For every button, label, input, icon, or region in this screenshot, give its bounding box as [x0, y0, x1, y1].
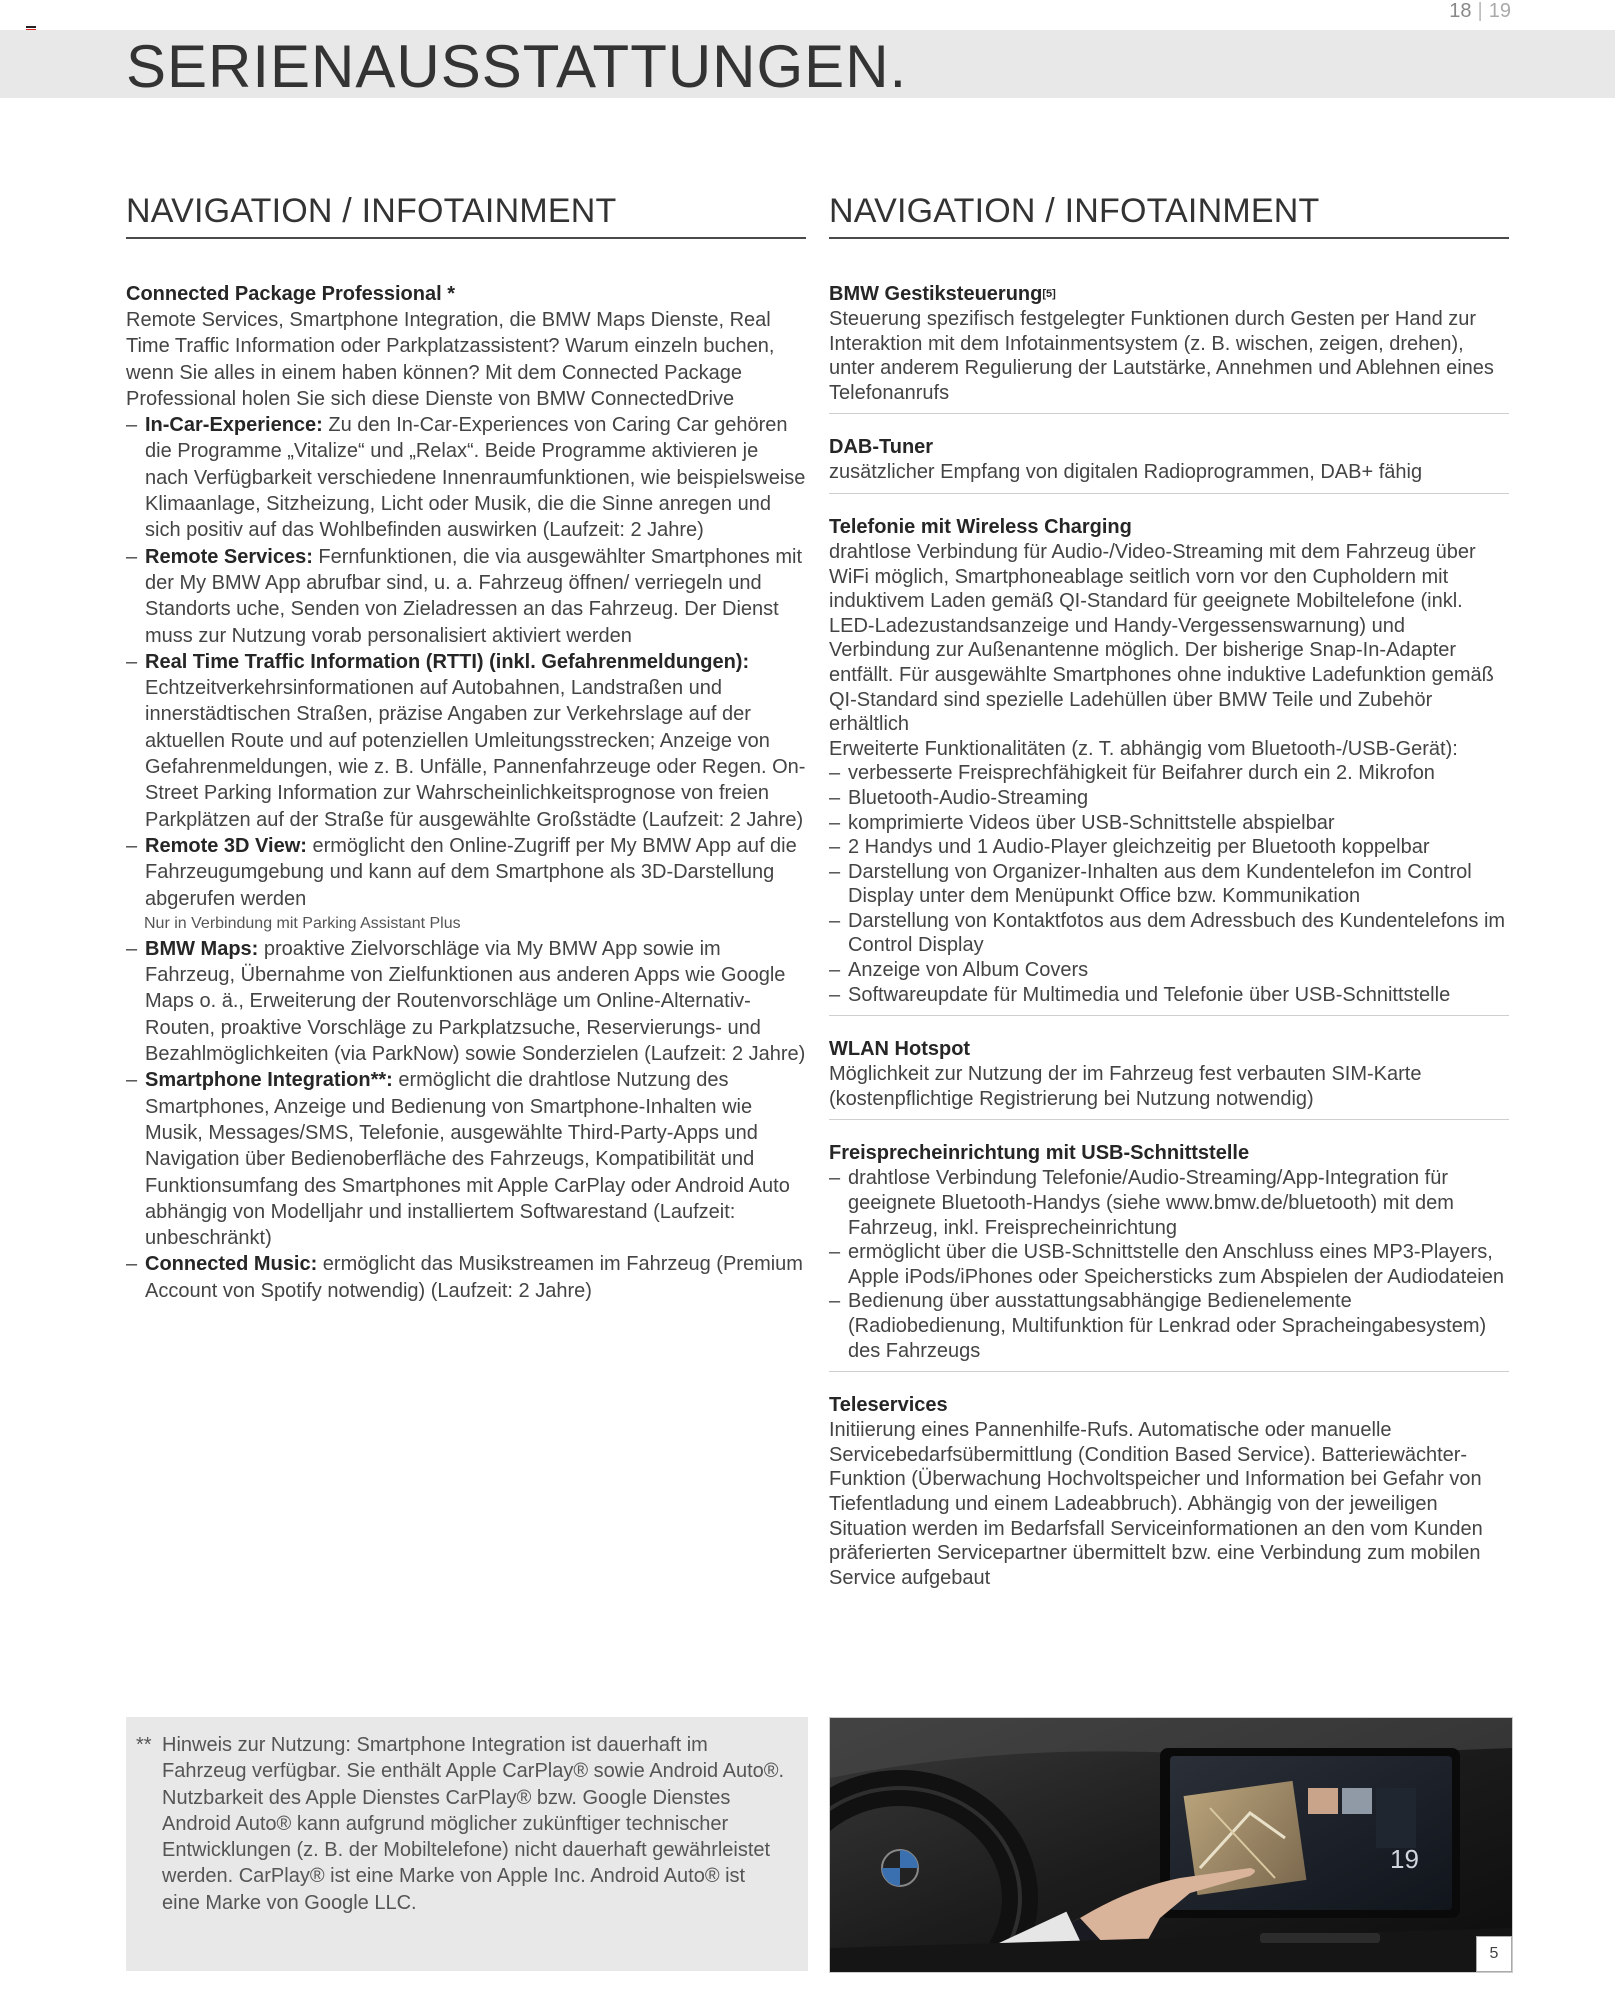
item-text: Fernfunktionen, die via ausgewählter Smartphones mit der My BMW App abrufbar sind, u. a. Fahrzeug öffnen/ verriegeln und Standorts uche, Senden von Zieladressen an das Fahrzeug. Der Dienst muss zur Nutzung vorab personalisiert aktiviert werden [145, 545, 803, 647]
item-text: ermöglicht das Musikstreamen im Fahrzeug (Premium Account von Spotify notwendig) (Laufzeit: 2 Jahre) [145, 1253, 803, 1302]
section-text: Möglichkeit zur Nutzung der im Fahrzeug fest verbauten SIM-Karte (kostenpflichtige Registrierung bei Nutzung notwendig) [829, 1063, 1422, 1110]
page-numbers [1449, 0, 1511, 23]
usb-feature-list [829, 1166, 1509, 1363]
item-text: ermöglicht die drahtlose Nutzung des Smartphones, Anzeige und Bedienung von Smartphone-Inhalten wie Musik, Messages/SMS, Telefonie, ausgewählte Third-Party-Apps und Navigation über Bedienoberfläche des Fahrzeugs, Kompatibilität und Funktionsumfang des Smartphones mit Apple CarPlay oder Android Auto abhängig von Modelljahr und installiertem Softwarestand (Laufzeit: unbeschränkt) [145, 1069, 790, 1250]
list-item [126, 833, 806, 912]
right-column [829, 192, 1509, 1618]
section-text-2: Erweiterte Funktionalitäten (z. T. abhängig vom Bluetooth-/USB-Gerät): [829, 737, 1458, 760]
list-item [126, 1251, 806, 1304]
gesture-ref: [5] [1042, 288, 1056, 300]
item-label: In-Car-Experience: [145, 414, 323, 437]
footnote-text: Hinweis zur Nutzung: Smartphone Integration ist dauerhaft im Fahrzeug verfügbar. Sie enthält Apple CarPlay® sowie Android Auto®. Nutzbarkeit des Apple Dienstes CarPlay® bzw. Google Dienstes Android Auto® kann aufgrund möglicher zukünftiger technischer Entwicklungen (z. B. der Mobiltelefone) nicht dauerhaft gewährleistet werden. CarPlay® ist eine Marke von Apple Inc. Android Auto® ist eine Marke von Google LLC. [162, 1734, 785, 1914]
list-item [126, 544, 806, 649]
cpp-title: Connected Package Professional * [126, 283, 456, 305]
list-item [126, 412, 806, 543]
section-title [829, 281, 1509, 307]
item-label: Remote 3D View: [145, 834, 307, 857]
right-column-heading: NAVIGATION / INFOTAINMENT [829, 192, 1509, 239]
list-item: – Bluetooth-Audio-Streaming [829, 786, 1509, 811]
section-title: Telefonie mit Wireless Charging [829, 515, 1132, 538]
telephony-feature-list [829, 761, 1509, 1007]
item-text: Echtzeitverkehrsinformationen auf Autobahnen, Landstraßen und innerstädtischen Straßen, präzise Angaben zur Verkehrslage auf der aktuellen Route und auf potenziellen Umleitungsstrecken; Anzeige von Gefahrenmeldungen, wie z. B. Unfälle, Pannenfahrzeuge oder Regen. On-Street Parking Information zur Wahrscheinlichkeitsprognose von freien Parkplätzen auf der Straße für ausgewählte Großstädte (Laufzeit: 2 Jahre) [145, 677, 806, 831]
cpp-feature-list [126, 412, 806, 912]
item-text: Zu den In-Car-Experiences von Caring Car gehören die Programme „Vitalize“ und „Relax“. Beide Programme aktivieren je nach Verfügbarkeit verschiedene Innenraumfunktionen, wie beispielsweise Klimaanlage, Sitzheizung, Licht oder Musik, die die Sinne anregen und sich positiv auf das Wohlbefinden auswirken (Laufzeit: 2 Jahre) [145, 414, 806, 542]
section-text: drahtlose Verbindung für Audio-/Video-Streaming mit dem Fahrzeug über WiFi möglich, Smartphoneablage seitlich vorn vor den Cupholdern mit induktivem Laden gemäß QI-Standard für geeignete Mobiltelefone (inkl. LED-Ladezustandsanzeige und Handy-Vergessenswarnung) und Verbindung zur Außenantenne möglich. Der bisherige Snap-In-Adapter entfällt. Für ausgewählte Smartphones ohne induktive Ladefunktion gemäß QI-Standard sind spezielle Ladehüllen über BMW Teile und Zubehör erhältlich [829, 540, 1494, 736]
item-text: proaktive Zielvorschläge via My BMW App sowie im Fahrzeug, Übernahme von Zielfunktionen aus anderen Apps wie Google Maps o. ä., Erweiterung der Routenvorschläge um Online-Alternativ-Routen, proaktive Vorschläge zu Parkplatzsuche, Reservierungs- und Bezahlmöglichkeiten (via ParkNow) sowie Sonderzielen (Laufzeit: 2 Jahre) [145, 937, 806, 1066]
item-label: Connected Music: [145, 1253, 318, 1276]
list-item: – Darstellung von Organizer-Inhalten aus dem Kundentelefon im Control Display unter dem Menüpunkt Office bzw. Kommunikation [829, 860, 1509, 909]
section-title: Teleservices [829, 1394, 948, 1417]
section-text: Steuerung spezifisch festgelegter Funktionen durch Gesten per Hand zur Interaktion mit dem Infotainmentsystem (z. B. wischen, zeigen, drehen), unter anderem Regulierung der Lautstärke, Annehmen und Ablehnen eines Telefonanrufs [829, 308, 1494, 404]
section-title: Freisprecheinrichtung mit USB-Schnittstelle [829, 1142, 1250, 1165]
section-text: zusätzlicher Empfang von digitalen Radioprogrammen, DAB+ fähig [829, 461, 1423, 484]
page-number-separator: | [1477, 0, 1483, 22]
list-item: – Anzeige von Album Covers [829, 958, 1509, 983]
list-item: – Bedienung über ausstattungsabhängige Bedienelemente (Radiobedienung, Multifunktion für Lenkrad oder Spracheingabesystem) des Fahrzeugs [829, 1289, 1509, 1363]
section-usb [829, 1140, 1509, 1372]
footnote [136, 1732, 786, 1916]
list-item: – Softwareupdate für Multimedia und Telefonie über USB-Schnittstelle [829, 983, 1509, 1008]
gesture-title: BMW Gestiksteuerung [829, 283, 1043, 305]
list-item: – 2 Handys und 1 Audio-Player gleichzeitig per Bluetooth koppelbar [829, 835, 1509, 860]
infotainment-photo [829, 1717, 1513, 1973]
section-title: DAB-Tuner [829, 436, 934, 459]
section-text: Initiierung eines Pannenhilfe-Rufs. Automatische oder manuelle Servicebedarfsübermittlung (Condition Based Service). Batteriewächter-Funktion (Überwachung Hochvoltspeicher und Information bei Gefahr von Tiefentladung und einem Ladeabbruch). Abhängig von der jeweiligen Situation werden im Bedarfsfall Serviceinformationen an den vom Kunden präferierten Servicepartner übermittelt bzw. eine Verbindung zum mobilen Service aufgebaut [829, 1419, 1483, 1589]
dashboard-illustration [830, 1718, 1512, 1972]
section-wlan [829, 1036, 1509, 1120]
item-label: Remote Services: [145, 545, 313, 568]
footnote-mark: ** [136, 1734, 152, 1756]
section-title: WLAN Hotspot [829, 1038, 971, 1061]
section-teleservices [829, 1392, 1509, 1598]
item-text: ermöglicht den Online-Zugriff per My BMW App auf die Fahrzeugumgebung und kann auf dem Smartphone als 3D-Darstellung abgerufen werden [145, 834, 797, 910]
list-item [126, 936, 806, 1067]
list-item: – ermöglicht über die USB-Schnittstelle den Anschluss eines MP3-Players, Apple iPods/iPhones oder Speichersticks zum Abspielen der Audiodateien [829, 1240, 1509, 1289]
list-item [126, 1067, 806, 1251]
cpp-feature-list-2 [126, 936, 806, 1304]
cpp-intro: Remote Services, Smartphone Integration, die BMW Maps Dienste, Real Time Traffic Information oder Parkplatzassistent? Warum einzeln buchen, wenn Sie alles in einem haben können? Mit dem Connected Package Professional holen Sie sich diese Dienste von BMW ConnectedDrive [126, 309, 775, 410]
section-dab [829, 434, 1509, 494]
list-item: – Darstellung von Kontaktfotos aus dem Adressbuch des Kundentelefons im Control Display [829, 909, 1509, 958]
left-column [126, 192, 806, 1304]
list-item: – verbesserte Freisprechfähigkeit für Beifahrer durch ein 2. Mikrofon [829, 761, 1509, 786]
item-label: BMW Maps: [145, 937, 259, 960]
list-item: – komprimierte Videos über USB-Schnittstelle abspielbar [829, 811, 1509, 836]
section-gesture [829, 281, 1509, 414]
list-item [126, 649, 806, 833]
photo-badge: 5 [1476, 1936, 1512, 1972]
item-label: Smartphone Integration**: [145, 1069, 393, 1092]
page-title: SERIENAUSSTATTUNGEN. [126, 33, 908, 100]
footnote-parking: Nur in Verbindung mit Parking Assistant Plus [144, 914, 461, 932]
page-number-next: 19 [1488, 0, 1511, 22]
screen-number-text: 19 [1390, 1844, 1419, 1874]
left-column-heading: NAVIGATION / INFOTAINMENT [126, 192, 806, 239]
section-telephony [829, 514, 1509, 1016]
page-number-current: 18 [1449, 0, 1472, 22]
list-item: – drahtlose Verbindung Telefonie/Audio-Streaming/App-Integration für geeignete Bluetooth-Handys (siehe www.bmw.de/bluetooth) mit dem Fahrzeug, inkl. Freisprecheinrichtung [829, 1166, 1509, 1240]
item-label: Real Time Traffic Information (RTTI) (inkl. Gefahrenmeldungen): [145, 650, 750, 673]
